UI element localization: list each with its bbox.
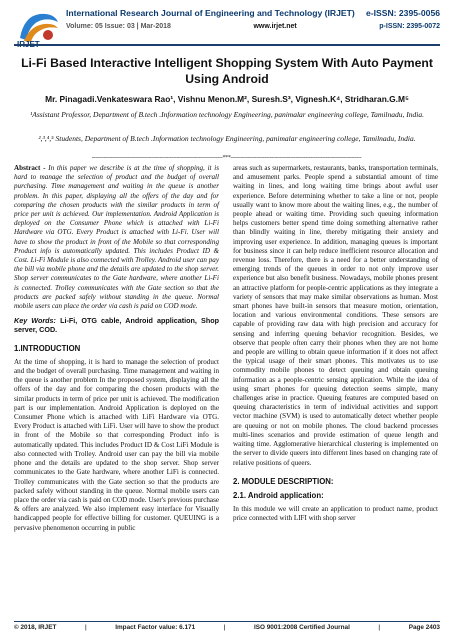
right-column-text: areas such as supermarkets, restaurants, banks, transportation terminals, and amusement parks. People spend a substantial amount of time waiting in lines, and long waiting time brings about awful user experience. Before determining whether to take a line or not, people usually want to know more about the waiting lines, e.g., the number of people ahead or waiting time. Providing such queuing information helps customers better spend time doing something alternative rather than blindly waiting in line, thereby mitigating their anxiety and improving user experience. In addition, managing queues is important for business since it can help reduce inefficient resource allocation and revenue loss. Therefore, there is a need for a better understanding of emerging trends of the queues in order to not only improve user experience but also benefit business. Nowadays, mobile phones present an attractive platform for people-centric applications as they integrate a variety of sensors that may make similar observations as human. Most smart phones have built-in sensors that measure motion, orientation, location and various environmental conditions. These sensors are capable of providing raw data with high precision and accuracy for sensing and inferring queuing behavior recognition. Besides, we observe that people often carry their phones when they are not home and people are willing to obtain queue information if it does not affect the typical usage of their smart phones. This motivates us to use commodity mobile phones to detect queuing and obtain queuing information as a people-centric sensing application. While the idea of using smart phones for queuing detection seems simple, many challenges arise in practice. Queuing features are computed based on queuing characteristics in term of individual activities and support vector machine (SVM) is used to automatically detect whether people are queuing or not on mobile phones. The cloud backend processes multi-lines scenarios and provide estimation of queue length and waiting time. Agglomerative hierarchical clustering is implemented on the server to divide queers into different lines based on changing rate of relative positions of queers. <box>233 164 438 467</box>
android-application-text: In this module we will create an application to product name, product price connected with LIFI with shop server <box>233 505 438 523</box>
footer-copyright: © 2018, IRJET <box>14 624 57 631</box>
volume-issue: Volume: 05 Issue: 03 | Mar-2018 <box>66 23 171 30</box>
keywords-label: Key Words: <box>14 316 56 326</box>
footer-pipe-2: | <box>223 624 226 631</box>
introduction-text: At the time of shopping, it is hard to manage the selection of product and the budget of overall purchasing. Time management and waiting in the queue is another problem In the proposed system, displaying all the offers of the day and for comparing the chosen products with the similar products in term of price per unit is achieved. The modification part is our implementation. Android Application is deployed on the Consumer Phone which is attached with LiFi Hardware via OTG. Every Product is attached with LiFi. User will have to show the product in front of the Mobile so that corresponding Product info is automatically updated. This includes Product ID & Cost LiFi Module is also connected with Trolley. Android user can pay the bill via mobile phone and the details are updated to the shop server. Shop server communicates to the Gate hardware, where another LiFi is connected. Trolley communicates with the Gate section so that the products are packed safely without standing in the queue. Normal mobile users can place the order via cash is paid on COD mode. User's previous purchase & offers are analyzed. We also implement easy interface for Visually handicapped people for effective billing for customer. QUEUING is a pervasive phenomenon occurring in public <box>14 357 219 532</box>
section-separator: -----------------------------------------------------------------------------***----------------------------------------------------------------------------- <box>91 155 362 161</box>
left-column <box>14 164 219 533</box>
journal-name: International Research Journal of Engineering and Technology (IRJET) <box>66 8 355 18</box>
irjet-logo <box>14 8 62 48</box>
abstract-label: Abstract - <box>14 164 49 172</box>
footer-pipe-1: | <box>84 624 87 631</box>
keywords <box>14 316 219 334</box>
keywords-text: Li-Fi, OTG cable, Android application, Shop server, COD. <box>14 316 219 335</box>
header-divider <box>14 44 440 46</box>
paper-title: Li-Fi Based Interactive Intelligent Shopping System With Auto Payment Using Android <box>21 56 433 86</box>
footer-impact-factor: Impact Factor value: 6.171 <box>115 624 196 631</box>
eissn: e-ISSN: 2395-0056 <box>365 8 440 18</box>
affiliation-2: ²,³,⁴,⁵ Students, Department of B.tech .Information technology Engineering, panimalar engineering college, Tamilnadu, India. <box>38 134 416 143</box>
footer-page-number: Page 2403 <box>408 624 440 631</box>
abstract-text: In this paper we describe is at the time of shopping, it is hard to manage the selection of product and the budget of overall purchasing. Time management and waiting in the queue is another problem. In this paper, displaying all the offers of the day and for comparing the chosen products with the similar products in term of price per unit is achieved. Our implementation. Android Application is deployed on the Consumer Phone which is attached with Li-Fi Hardware via OTG. Every Product is attached with Li-Fi. User will have to show the product in front of the Mobile so that corresponding Product info is automatically updated. This includes Product ID & Cost. Li-Fi Module is also connected with Trolley. Android user can pay the bill via mobile phone and the details are updated to the shop server. Shop server communicates to the Gate hardware, where another Li-Fi is connected. Trolley communicates with the Gate section so that the products are packed safely without standing in the queue. Normal mobile users can place the order via cash is paid on COD mode. <box>14 164 219 311</box>
android-application-heading: 2.1. Android application: <box>233 490 324 500</box>
journal-website-link[interactable]: www.irjet.net <box>253 23 297 30</box>
footer-iso: ISO 9001:2008 Certified Journal <box>253 624 350 631</box>
footer-pipe-3: | <box>378 624 381 631</box>
module-description-heading: 2. MODULE DESCRIPTION: <box>233 476 334 486</box>
affiliation-1: ¹Assistant Professor, Department of B.tech .Information technology Engineering, panimalar engineering college, Tamilnadu, India. <box>30 110 424 119</box>
introduction-heading: 1.INTRODUCTION <box>14 343 81 353</box>
page-footer <box>14 624 440 631</box>
paper-authors: Mr. Pinagadi.Venkateswara Rao¹, Vishnu Menon.M², Suresh.S³, Vignesh.K⁴, Stridharan.G.M⁵ <box>45 94 409 104</box>
pissn: p-ISSN: 2395-0072 <box>379 23 440 30</box>
right-column <box>233 164 438 524</box>
footer-divider <box>14 621 440 622</box>
abstract <box>14 164 219 311</box>
